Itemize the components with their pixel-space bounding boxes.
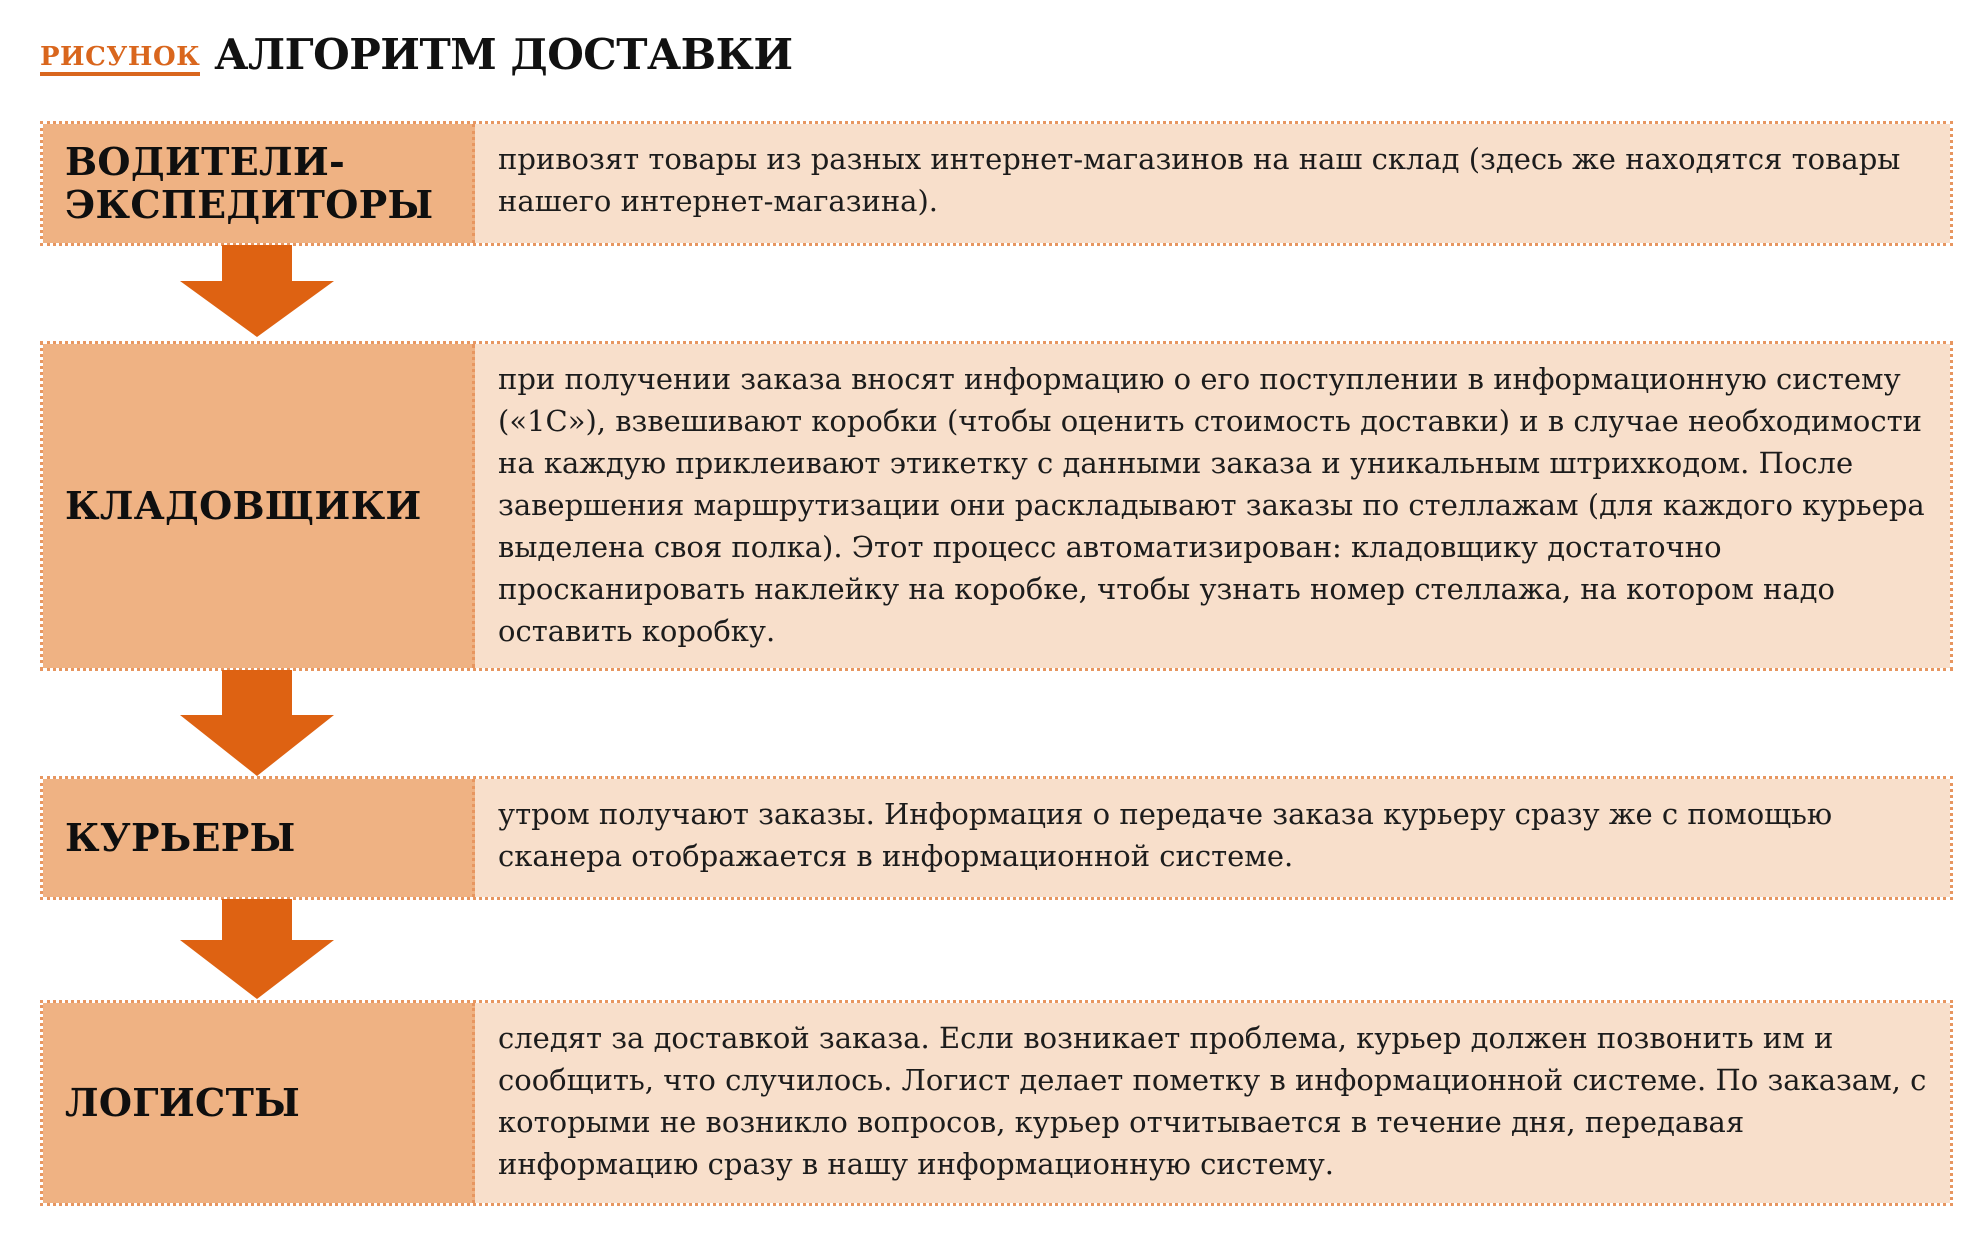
step-title: ЛОГИСТЫ (65, 1079, 301, 1125)
step-title: КЛАДОВЩИКИ (65, 482, 422, 528)
step-description-cell (475, 344, 1950, 668)
step-title-cell (43, 779, 475, 897)
step-storekeepers (40, 341, 1953, 671)
step-description: следят за доставкой заказа. Если возникает проблема, курьер должен позвонить им и сообщить, что случилось. Логист делает пометку в информационной системе. По заказам, с которыми не возникло вопросов, курьер отчитывается в течение дня, передавая информацию сразу в нашу информационную систему. (498, 1021, 1927, 1181)
step-title-cell (43, 1003, 475, 1203)
step-description-cell (475, 779, 1950, 897)
step-title-cell (43, 124, 475, 243)
step-title-cell (43, 344, 475, 668)
step-description-cell (475, 124, 1950, 243)
step-drivers (40, 121, 1953, 246)
step-description: утром получают заказы. Информация о передаче заказа курьеру сразу же с помощью сканера отображается в информационной системе. (498, 797, 1833, 873)
arrow-down-icon (180, 899, 334, 999)
arrow-down-icon (180, 245, 334, 337)
step-description-cell (475, 1003, 1950, 1203)
step-couriers (40, 776, 1953, 900)
step-title: ВОДИТЕЛИ- ЭКСПЕДИТОРЫ (65, 138, 434, 227)
figure-label: РИСУНОК (40, 44, 200, 76)
step-title: КУРЬЕРЫ (65, 814, 296, 860)
step-description: при получении заказа вносят информацию о его поступлении в информационную систему («1С»), взвешивают коробки (чтобы оценить стоимость доставки) и в случае необходимости на каждую приклеивают этикетку с данными заказа и уникальным штрихкодом. После завершения маршрутизации они раскладывают заказы по стеллажам (для каждого курьера выделена своя полка). Этот процесс автоматизирован: кладовщику достаточно просканировать наклейку на коробке, чтобы узнать номер стеллажа, на котором надо оставить коробку. (498, 362, 1925, 648)
step-logisticians (40, 1000, 1953, 1206)
step-description: привозят товары из разных интернет-магазинов на наш склад (здесь же находятся товары нашего интернет-магазина). (498, 142, 1901, 218)
figure-header (40, 26, 793, 79)
arrow-down-icon (180, 670, 334, 776)
figure-title: АЛГОРИТМ ДОСТАВКИ (214, 30, 793, 79)
